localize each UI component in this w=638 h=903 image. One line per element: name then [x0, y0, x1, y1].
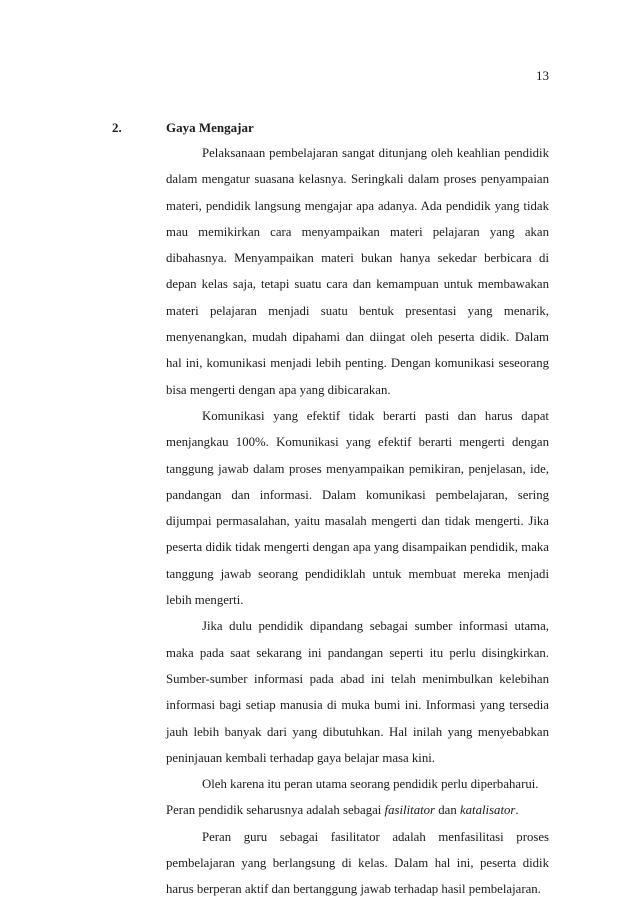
- role-prefix: Peran pendidik seharusnya adalah sebagai: [166, 803, 385, 818]
- term-katalisator: katalisator: [459, 803, 516, 818]
- paragraph-last: Peran guru sebagai fasilitator adalah menfasilitasi proses pembelajaran yang berlangsung di kelas. Dalam hal ini, peserta didik harus berperan aktif dan bertanggung jawab terhadap hasil pembelajaran.: [166, 829, 549, 897]
- paragraph-4: Oleh karena itu peran utama seorang pendidik perlu diperbaharui.: [202, 777, 539, 792]
- term-fasilitator: fasilitator: [384, 803, 436, 818]
- role-suffix: .: [515, 803, 519, 818]
- paragraph-1: Pelaksanaan pembelajaran sangat ditunjang oleh keahlian pendidik dalam mengatur suasana kelasnya. Seringkali dalam proses penyampaian materi, pendidik langsung mengajar apa adanya. Ada pendidik yang tidak mau memikirkan cara menyampaikan materi pelajaran yang akan dibahasnya. Menyampaikan materi bukan hanya sekedar berbicara di depan kelas saja, tetapi suatu cara dan kemampuan untuk membawakan materi pelajaran menjadi suatu bentuk presentasi yang menarik, menyenangkan, mudah dipahami dan diingat oleh peserta didik. Dalam hal ini, komunikasi menjadi lebih penting. Dengan komunikasi seseorang bisa mengerti dengan apa yang dibicarakan.: [166, 146, 549, 397]
- role-middle: dan: [435, 803, 460, 818]
- paragraph-role: [166, 797, 549, 823]
- section-heading: [112, 120, 254, 136]
- page-number: 13: [536, 68, 549, 83]
- paragraph-2: Komunikasi yang efektif tidak berarti pasti dan harus dapat menjangkau 100%. Komunikasi yang efektif berarti mengerti dengan tanggung jawab dalam proses menyampaikan pemikiran, penjelasan, ide, pandangan dan informasi. Dalam komunikasi pembelajaran, sering dijumpai permasalahan, yaitu masalah mengerti dan tidak mengerti. Jika peserta didik tidak mengerti dengan apa yang disampaikan pendidik, maka tanggung jawab seorang pendidiklah untuk membuat mereka menjadi lebih mengerti.: [166, 408, 549, 608]
- section-title: Gaya Mengajar: [166, 120, 254, 135]
- paragraph-3: Jika dulu pendidik dipandang sebagai sumber informasi utama, maka pada saat sekarang ini pandangan seperti itu perlu disingkirkan. Sumber-sumber informasi pada abad ini telah menimbulkan kelebihan informasi bagi setiap manusia di muka bumi ini. Informasi yang tersedia jauh lebih banyak dari yang dibutuhkan. Hal inilah yang menyebabkan peninjauan kembali terhadap gaya belajar masa kini.: [166, 619, 549, 765]
- section-number: 2.: [112, 120, 122, 135]
- body-text: [166, 140, 549, 903]
